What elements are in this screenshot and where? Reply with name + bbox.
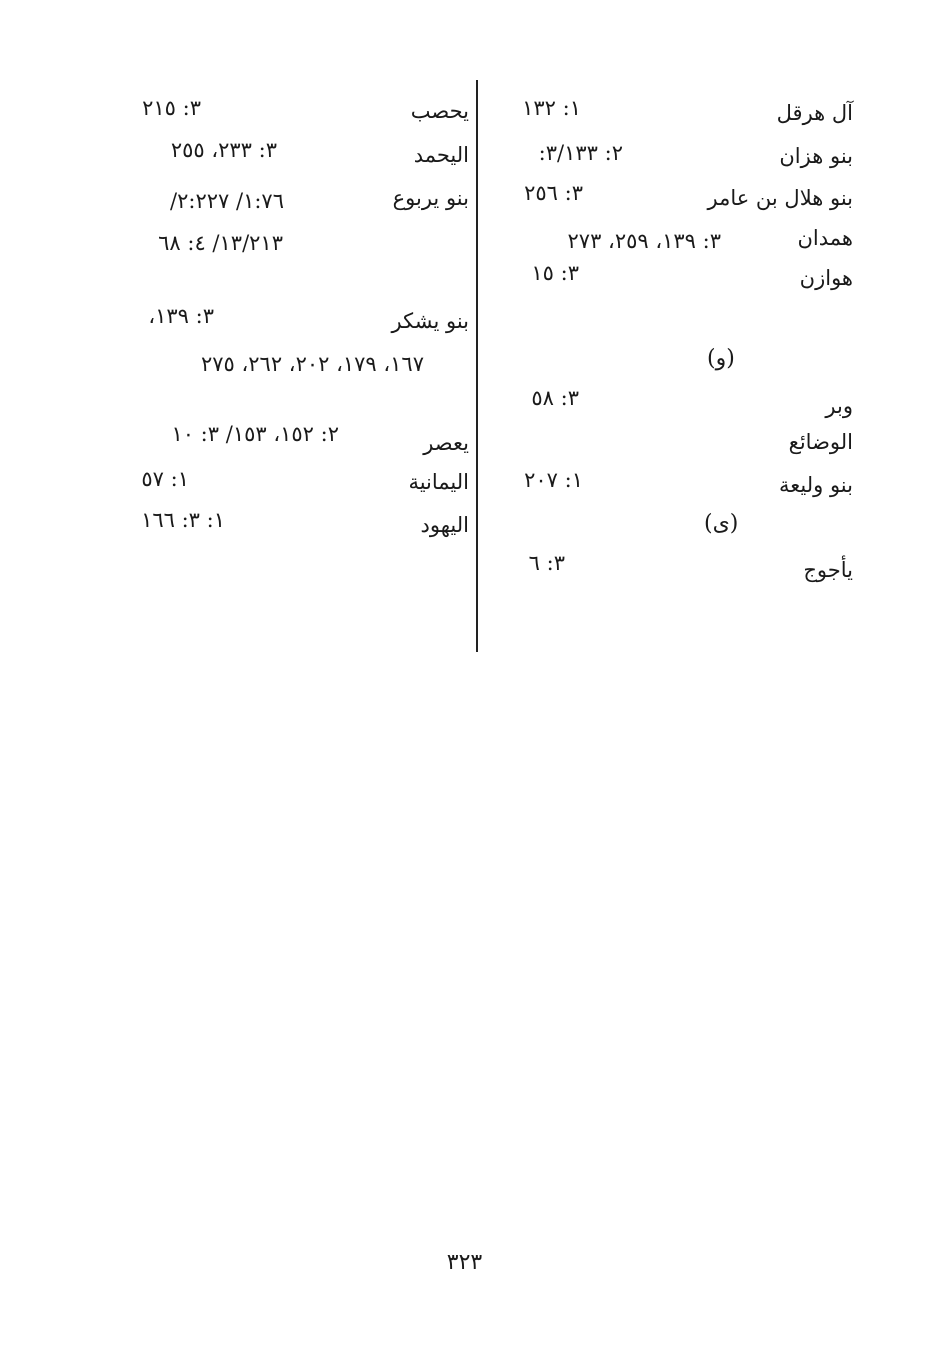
- index-entry-name: يأجوج: [803, 558, 853, 582]
- index-entry-ref: ٣: ٢٣٣، ٢٥٥: [170, 138, 277, 162]
- index-entry-name: هوازن: [799, 266, 853, 290]
- index-entry-name: بنو هلال بن عامر: [707, 186, 853, 210]
- index-entry-ref-continuation: ١٦٧، ١٧٩، ٢٠٢، ٢٦٢، ٢٧٥: [200, 352, 424, 376]
- index-entry-ref: ١: ٣: ١٦٦: [141, 508, 225, 532]
- index-entry-name: وبر: [825, 394, 853, 418]
- index-entry-name: آل هرقل: [776, 101, 853, 125]
- index-entry-ref: ١: ١٣٢: [522, 96, 581, 120]
- index-entry-ref: ٣: ١٥: [531, 261, 579, 285]
- index-entry-name: بنو وليعة: [779, 473, 853, 497]
- index-entry-ref: ٢: ٣/١٣٣:: [538, 141, 623, 165]
- index-entry-name: بنو يربوع: [392, 186, 469, 210]
- index-entry-ref: ٣: ١٣٩، ٢٥٩، ٢٧٣: [567, 229, 721, 253]
- index-entry-name: بنو هزان: [779, 144, 853, 168]
- section-heading-waw: (و): [707, 346, 735, 371]
- index-entry-ref: ١:٧٦/ ٢:٢٢٧/: [170, 189, 284, 213]
- column-divider: [476, 80, 478, 652]
- index-entry-name: الوضائع: [788, 430, 853, 454]
- index-entry-name: اليهود: [420, 513, 469, 537]
- index-entry-name: همدان: [797, 226, 853, 250]
- index-entry-ref: ٣: ٢١٥: [142, 96, 201, 120]
- index-entry-ref-continuation: ١٣/٢١٣/ ٤: ٦٨: [158, 231, 283, 255]
- section-heading-ya: (ى): [704, 511, 739, 536]
- index-entry-ref: ٣: ١٣٩،: [148, 304, 214, 328]
- index-entry-name: يحصب: [410, 99, 469, 123]
- index-entry-ref: ١: ٢٠٧: [524, 468, 583, 492]
- index-entry-name: يعصر: [423, 431, 469, 455]
- index-entry-ref: ٣: ٥٨: [531, 386, 579, 410]
- index-entry-ref: ٢: ١٥٢، ١٥٣/ ٣: ١٠: [171, 422, 339, 446]
- index-entry-ref: ١: ٥٧: [141, 467, 189, 491]
- index-entry-name: بنو يشكر: [391, 309, 469, 333]
- index-entry-name: اليحمد: [413, 143, 469, 167]
- index-entry-ref: ٣: ٦: [528, 551, 565, 575]
- index-entry-ref: ٣: ٢٥٦: [524, 181, 583, 205]
- page-number: ٣٢٣: [446, 1250, 483, 1275]
- index-entry-name: اليمانية: [408, 470, 469, 494]
